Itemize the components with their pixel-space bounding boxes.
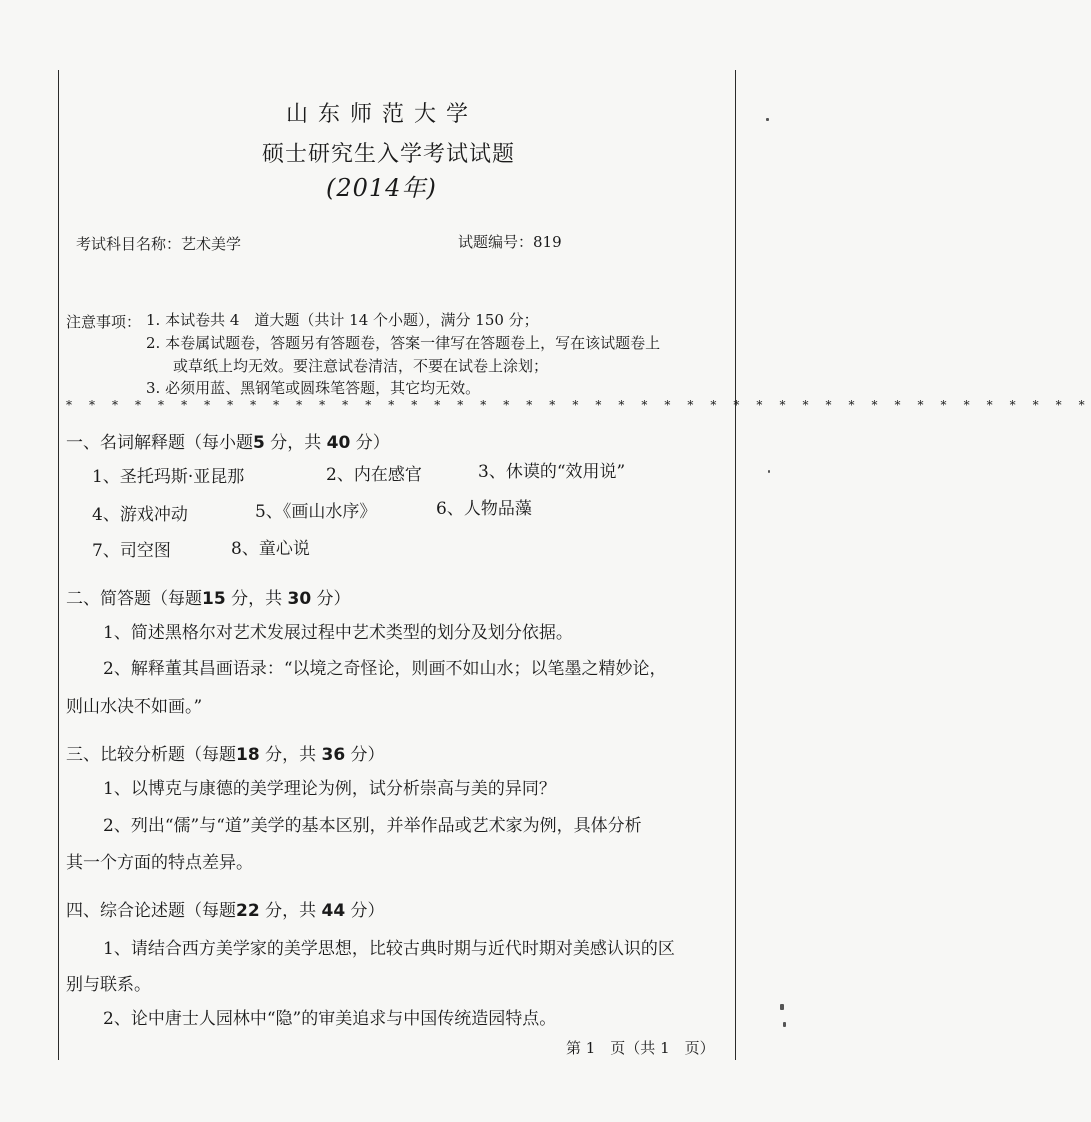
term-item: 4、游戏冲动 xyxy=(92,505,188,525)
question-2-1: 1、简述黑格尔对艺术发展过程中艺术类型的划分及划分依据。 xyxy=(103,623,573,643)
term-item: 2、内在感官 xyxy=(326,465,422,485)
separator-stars: * * * * * * * * * * * * * * * * * * * * * * * * * * * * * * * * * * * * * * * * * * * * * xyxy=(66,398,1091,412)
section-1-title: 一、名词解释题（每小题5 分，共 40 分） xyxy=(66,433,390,453)
term-item: 8、童心说 xyxy=(231,539,310,559)
question-3-1: 1、以博克与康德的美学理论为例，试分析崇高与美的异同？ xyxy=(103,779,556,799)
section-2-title: 二、简答题（每题15 分，共 30 分） xyxy=(66,589,351,609)
exam-code: 试题编号：819 xyxy=(458,233,562,251)
exam-title: 硕士研究生入学考试试题 xyxy=(262,142,516,167)
scan-mark xyxy=(766,118,769,121)
term-item: 6、人物品藻 xyxy=(436,499,532,519)
notice-line-2: 2. 本卷属试题卷，答题另有答题卷，答案一律写在答题卷上，写在该试题卷上 xyxy=(146,334,661,352)
question-3-2: 2、列出“儒”与“道”美学的基本区别，并举作品或艺术家为例，具体分析 xyxy=(103,816,642,836)
term-item: 5、《画山水序》 xyxy=(255,502,377,522)
term-item: 7、司空图 xyxy=(92,541,171,561)
question-3-2-cont: 其一个方面的特点差异。 xyxy=(66,853,253,873)
term-item: 3、休谟的“效用说” xyxy=(478,462,626,482)
question-2-2: 2、解释董其昌画语录：“以境之奇怪论，则画不如山水；以笔墨之精妙论， xyxy=(103,659,667,679)
scan-mark xyxy=(780,1004,784,1010)
subject-name: 考试科目名称：艺术美学 xyxy=(76,235,242,253)
section-4-title: 四、综合论述题（每题22 分，共 44 分） xyxy=(66,901,385,921)
university-name: 山东师范大学 xyxy=(286,102,479,127)
notice-line-1: 1. 本试卷共 4 道大题（共计 14 个小题），满分 150 分； xyxy=(146,311,539,329)
question-4-1-cont: 别与联系。 xyxy=(66,975,151,995)
question-4-2: 2、论中唐士人园林中“隐”的审美追求与中国传统造园特点。 xyxy=(103,1009,557,1029)
scan-mark xyxy=(783,1022,786,1027)
exam-year: (2014年) xyxy=(326,174,437,202)
section-3-title: 三、比较分析题（每题18 分，共 36 分） xyxy=(66,745,385,765)
question-4-1: 1、请结合西方美学家的美学思想，比较古典时期与近代时期对美感认识的区 xyxy=(103,939,675,959)
scan-mark xyxy=(768,470,770,473)
notice-line-4: 3. 必须用蓝、黑钢笔或圆珠笔答题，其它均无效。 xyxy=(146,379,481,397)
page-number: 第 1 页（共 1 页） xyxy=(566,1039,715,1057)
notice-line-3: 或草纸上均无效。要注意试卷清洁，不要在试卷上涂划； xyxy=(173,357,549,375)
notice-prefix: 注意事项： xyxy=(66,313,142,331)
term-item: 1、圣托玛斯·亚昆那 xyxy=(92,467,245,487)
question-2-2-cont: 则山水决不如画。” xyxy=(66,697,203,717)
